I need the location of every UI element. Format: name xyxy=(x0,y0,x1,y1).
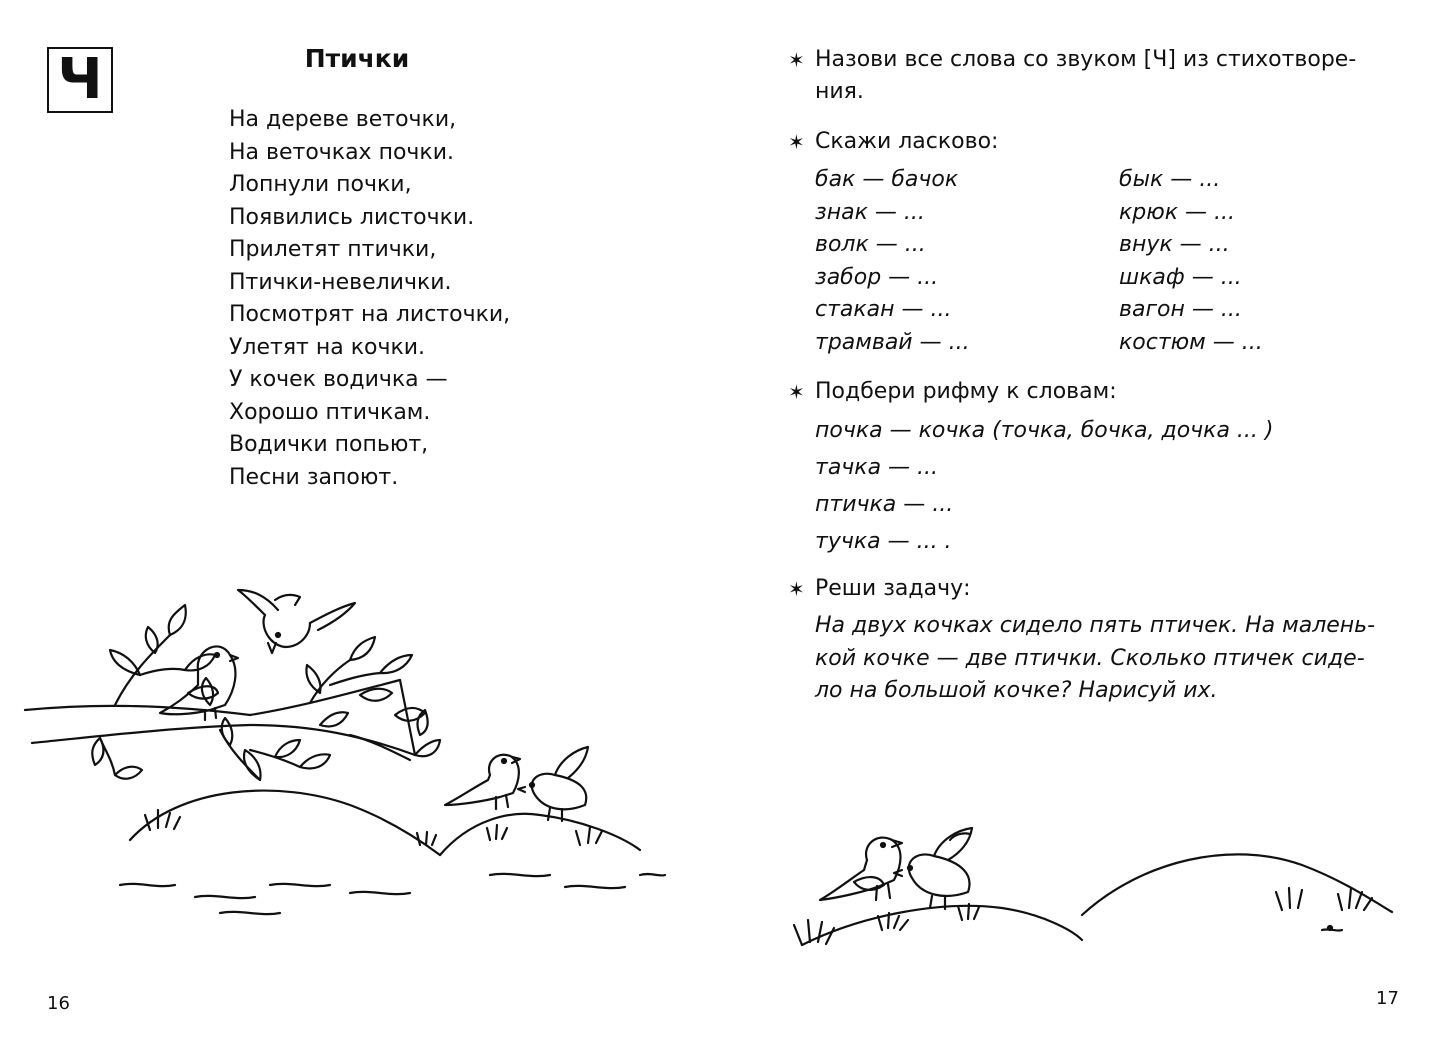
word-problem xyxy=(815,610,1415,708)
problem-line: На двух кочках сидело пять птичек. На малень- xyxy=(815,613,1376,638)
task-find-rhyme xyxy=(788,376,1408,408)
word-pair: внук — ... xyxy=(1119,232,1230,257)
poem-line: Появились листочки. xyxy=(229,204,475,230)
word-pair: бык — ... xyxy=(1119,167,1221,192)
rhyme-line: тучка — ... . xyxy=(815,529,952,554)
poem-line: Улетят на кочки. xyxy=(229,334,426,360)
task-heading: Скажи ласково: xyxy=(815,129,999,154)
page-number-left: 16 xyxy=(47,993,70,1014)
poem-title: Птички xyxy=(304,44,410,73)
rhyme-list xyxy=(815,412,1274,560)
poem-line: На дереве веточки, xyxy=(229,107,457,132)
word-pair: шкаф — ... xyxy=(1119,264,1242,290)
task-text: ния. xyxy=(815,79,864,104)
birds-on-hillocks-illustration xyxy=(782,820,1422,960)
poem-line: Прилетят птички, xyxy=(229,237,437,262)
word-pair: волк — ... xyxy=(815,232,926,257)
task-say-affectionately xyxy=(788,126,1408,158)
poem-line: У кочек водичка — xyxy=(229,367,448,392)
right-page xyxy=(722,0,1445,1051)
six-point-star-icon: ✶ xyxy=(788,130,805,154)
rhyme-line: птичка — ... xyxy=(815,492,954,517)
word-pair: крюк — ... xyxy=(1119,199,1236,225)
word-pair: бак — бачок xyxy=(815,167,959,192)
poem-line: На веточках почки. xyxy=(229,139,454,165)
letter-che: Ч xyxy=(57,47,103,112)
letter-box xyxy=(47,47,113,113)
word-pair: трамвай — ... xyxy=(815,329,970,355)
word-pair: костюм — ... xyxy=(1119,329,1263,355)
page-number-right: 17 xyxy=(1376,988,1399,1009)
word-pair: стакан — ... xyxy=(815,297,952,322)
six-point-star-icon: ✶ xyxy=(788,577,805,601)
left-page xyxy=(0,0,722,1051)
rhyme-line: тачка — ... xyxy=(815,455,939,480)
six-point-star-icon: ✶ xyxy=(788,48,805,72)
task-name-words xyxy=(788,44,1408,108)
six-point-star-icon: ✶ xyxy=(788,380,805,404)
poem-line: Лопнули почки, xyxy=(229,172,412,197)
problem-line: ло на большой кочке? Нарисуй их. xyxy=(815,678,1218,703)
poem-line: Хорошо птичкам. xyxy=(229,399,431,425)
word-pair: вагон — ... xyxy=(1119,297,1242,322)
poem-line: Водички попьют, xyxy=(229,432,429,457)
poem xyxy=(229,104,510,494)
poem-line: Птички-невелички. xyxy=(229,269,452,295)
poem-line: Посмотрят на листочки, xyxy=(229,302,511,327)
task-solve-problem xyxy=(788,573,1408,605)
rhyme-line: почка — кочка (точка, бочка, дочка ... ) xyxy=(815,418,1274,443)
birds-on-branch-illustration xyxy=(20,575,680,920)
problem-line: кой кочке — две птички. Сколько птичек сиде- xyxy=(815,645,1365,671)
poem-line: Песни запоют. xyxy=(229,464,399,490)
task-heading: Реши задачу: xyxy=(815,576,971,601)
task-heading: Подбери рифму к словам: xyxy=(815,379,1117,404)
diminutive-word-list xyxy=(815,164,1335,359)
word-pair: знак — ... xyxy=(815,199,925,225)
word-pair: забор — ... xyxy=(815,264,939,290)
task-text: Назови все слова со звуком [Ч] из стихотворе- xyxy=(815,47,1357,72)
